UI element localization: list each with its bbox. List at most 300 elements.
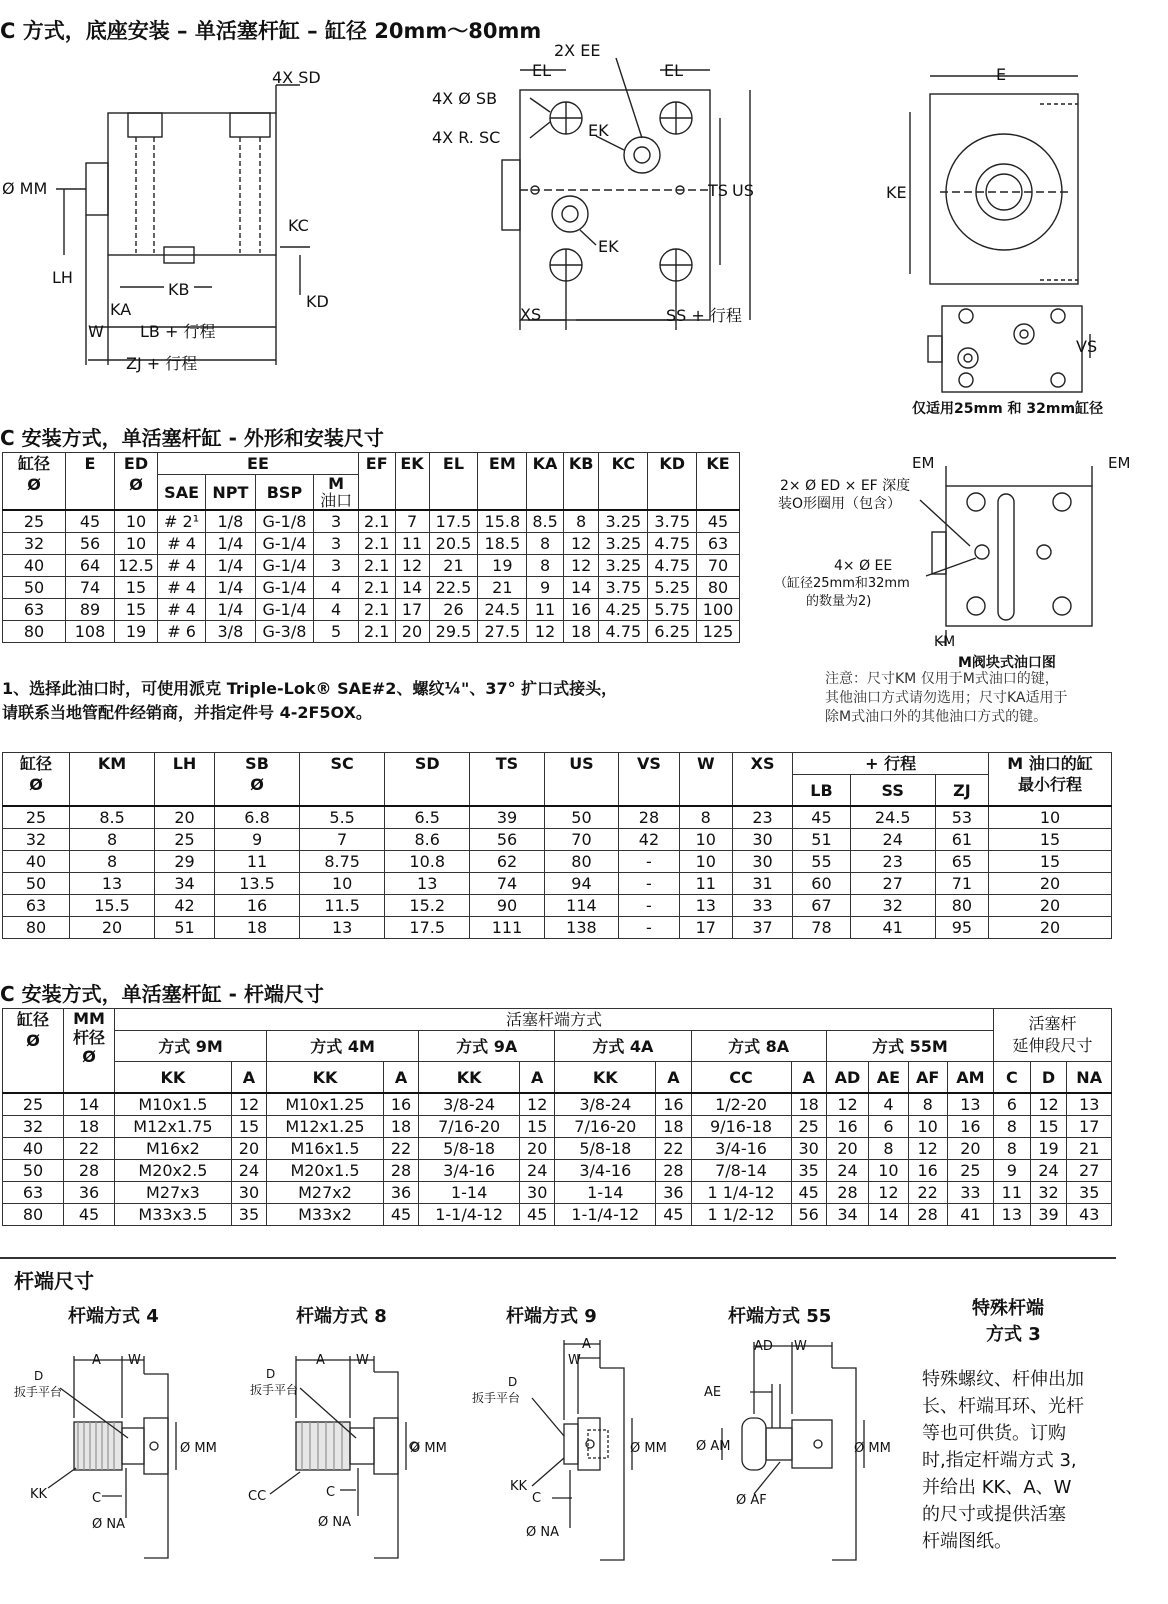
m-port-caption: M阀块式油口图	[958, 655, 1056, 671]
table3-cell: 33	[947, 1182, 993, 1204]
r4-mm: Ø MM	[180, 1441, 217, 1456]
table1-cell: 2.1	[358, 510, 395, 533]
m-port-note-2: 其他油口方式请勿选用；尺寸KA适用于	[825, 690, 1068, 706]
table1-row	[3, 599, 740, 621]
table3-cell: 8	[994, 1138, 1031, 1160]
em-left-label: EM	[912, 454, 935, 472]
table3-cell: 15	[231, 1116, 266, 1138]
r9-kk: KK	[510, 1479, 528, 1494]
table3-cell: 13	[947, 1093, 993, 1116]
kc-label: KC	[288, 216, 309, 235]
bore-note: 仅适用25mm 和 32mm缸径	[912, 401, 1104, 417]
table1-cell: 20	[395, 621, 429, 643]
special-title-1: 特殊杆端	[972, 1298, 1044, 1319]
table2-cell: 34	[155, 873, 215, 895]
table2-cell: 25	[155, 829, 215, 851]
table2-cell: 31	[732, 873, 792, 895]
table3-cell: 8	[908, 1093, 947, 1116]
table2-cell: 25	[3, 806, 70, 829]
sb-label: 4X Ø SB	[432, 89, 498, 108]
table3-cell: 16	[947, 1116, 993, 1138]
table2-cell: 9	[214, 829, 299, 851]
m-port-note-1: 注意：尺寸KM 仅用于M式油口的键，	[825, 671, 1059, 687]
table3-cell: M10x1.25	[267, 1093, 384, 1116]
table3-cell: 24	[520, 1160, 555, 1182]
table1-cell: G-1/4	[255, 555, 314, 577]
table2-cell: 80	[544, 851, 618, 873]
rod-end-table: 缸径 Ø MM 杆径 Ø 活塞杆端方式 活塞杆 延伸段尺寸 方式 9M 方式 4M 方式 9A 方式 4A 方式 8A 方式 55M KK A KK A KK A KK A CC A AD AE AF AM C D NA 25 14 M10x1.5 12 M10x1.25 16 3/8-24 12 3/8-24 16 1/2-20 18 12 4 8 13 6 12 13 32 18 M12x1.75 15 M12x1.25 18 7/16-20 15 7/16-20 18 9/16-18 25 16 6 10 16 8 15 17 40 22 M16x2 20 M16x1.5 22 5/8-18 20 5/8-18 22 3/4-16 30 20 8 12 20 8 19 21 50 28 M20x2.5 24 M20x1.5 28 3/4-16 24 3/4-16 28 7/8-14 35 24 10 16 25 9 24 27 63 36 M27x3 30 M27x2 36 1-14 30 1-14 36 1 1/4-12 45 28 12 22 33 11 32 35 80 45 M33x3.5 35 M33x2 45 1-1/4-12 45 1-1/4-12 45 1 1/2-12 56 34 14 28 41 13 39 43	[2, 1008, 1112, 1226]
table3-cell: 39	[1030, 1204, 1067, 1226]
table3-cell: 28	[908, 1204, 947, 1226]
table3-cell: 16	[826, 1116, 869, 1138]
table1-cell: 10	[115, 510, 158, 533]
table3-cell: 20	[947, 1138, 993, 1160]
table1-cell: 1/4	[206, 577, 255, 599]
table2-cell: 45	[793, 806, 850, 829]
table2-row	[3, 873, 1112, 895]
table3-cell: 9	[994, 1160, 1031, 1182]
table1-cell: # 6	[158, 621, 206, 643]
table3-subheader: A	[383, 1062, 418, 1094]
table3-cell: 56	[791, 1204, 826, 1226]
table1-cell: 17	[395, 599, 429, 621]
table3-cell: 20	[826, 1138, 869, 1160]
table2-cell: 50	[3, 873, 70, 895]
w-label: W	[88, 322, 104, 341]
table3-cell: M33x2	[267, 1204, 384, 1226]
table1-cell: 3	[314, 555, 359, 577]
table2-row	[3, 806, 1112, 829]
table2-cell: 10	[300, 873, 385, 895]
ka-label: KA	[110, 300, 132, 319]
table3-cell: 24	[231, 1160, 266, 1182]
table1-cell: 11	[395, 533, 429, 555]
table2-cell: -	[619, 851, 680, 873]
table1-cell: 8.5	[527, 510, 564, 533]
table2-cell: 15.2	[385, 895, 470, 917]
page-title: C 方式，底座安装 – 单活塞杆缸 – 缸径 20mm～80mm	[0, 19, 542, 43]
table3-subheader: KK	[115, 1062, 232, 1094]
table2-cell: 51	[155, 917, 215, 939]
r55-am: Ø AM	[696, 1439, 731, 1454]
table2-cell: 6.8	[214, 806, 299, 829]
table2-cell: 8	[70, 829, 155, 851]
table1-cell: 3.25	[599, 533, 648, 555]
table3-subheader: NA	[1067, 1062, 1112, 1094]
table1-cell: 2.1	[358, 533, 395, 555]
table3-cell: 50	[3, 1160, 64, 1182]
table3-cell: M27x3	[115, 1182, 232, 1204]
table1-cell: 6.25	[648, 621, 697, 643]
table3-subheader: AE	[869, 1062, 908, 1094]
table1-cell: 63	[697, 533, 740, 555]
table1-cell: 80	[697, 577, 740, 599]
table3-cell: 12	[231, 1093, 266, 1116]
table1-cell: 19	[478, 555, 527, 577]
table1-cell: 2.1	[358, 621, 395, 643]
table3-cell: 15	[1030, 1116, 1067, 1138]
table3-cell: 22	[383, 1138, 418, 1160]
table1-cell: 14	[563, 577, 599, 599]
r9-d: D	[508, 1375, 518, 1389]
table3-cell: M27x2	[267, 1182, 384, 1204]
r4-kk: KK	[30, 1487, 48, 1502]
table2-cell: 42	[619, 829, 680, 851]
table3-cell: 18	[64, 1116, 115, 1138]
el-left-label: EL	[532, 61, 552, 80]
table2-cell: 20	[989, 873, 1112, 895]
table1-cell: 1/4	[206, 555, 255, 577]
e-label: E	[996, 65, 1007, 84]
em-right-label: EM	[1108, 454, 1131, 472]
ss-label: SS + 行程	[666, 306, 742, 325]
table3-cell: 80	[3, 1204, 64, 1226]
ek-upper-label: EK	[588, 121, 609, 140]
r8-mm: Ø MM	[410, 1441, 447, 1456]
table1-cell: 9	[527, 577, 564, 599]
table2-cell: 78	[793, 917, 850, 939]
table2-cell: 7	[300, 829, 385, 851]
footnote-line-2: 请联系当地管配件经销商，并指定件号 4-2F5OX。	[2, 703, 372, 722]
table1-cell: 3/8	[206, 621, 255, 643]
table1-cell: 12	[563, 533, 599, 555]
table1-cell: 45	[697, 510, 740, 533]
table3-cell: 25	[791, 1116, 826, 1138]
table3-cell: 32	[3, 1116, 64, 1138]
table2-cell: -	[619, 917, 680, 939]
table2-row	[3, 851, 1112, 873]
r9-a: A	[582, 1337, 591, 1352]
table2-row	[3, 895, 1112, 917]
rod-end-9-drawing	[460, 1324, 690, 1574]
table1-cell: # 4	[158, 577, 206, 599]
table2-cell: 8.75	[300, 851, 385, 873]
table2-cell: 10.8	[385, 851, 470, 873]
rod-end-4-title: 杆端方式 4	[68, 1306, 159, 1327]
table3-cell: 30	[231, 1182, 266, 1204]
table1-cell: 1/8	[206, 510, 255, 533]
table1-cell: 12	[563, 555, 599, 577]
side-view-drawing	[0, 55, 350, 385]
table3-cell: 12	[826, 1093, 869, 1116]
table2-cell: 30	[732, 829, 792, 851]
table1-row	[3, 555, 740, 577]
table2-cell: 13	[300, 917, 385, 939]
table3-cell: 35	[1067, 1182, 1112, 1204]
table3-cell: 1-14	[555, 1182, 656, 1204]
table1-cell: # 4	[158, 533, 206, 555]
table2-cell: 32	[3, 829, 70, 851]
table2-cell: 20	[70, 917, 155, 939]
table1-cell: 64	[66, 555, 115, 577]
table2-cell: 39	[470, 806, 544, 829]
table3-subheader: D	[1030, 1062, 1067, 1094]
table1-row	[3, 533, 740, 555]
table1-cell: G-3/8	[255, 621, 314, 643]
table2-cell: 51	[793, 829, 850, 851]
table3-cell: 15	[520, 1116, 555, 1138]
table3-cell: M16x1.5	[267, 1138, 384, 1160]
table3-cell: 3/4-16	[691, 1138, 791, 1160]
r9-mm: Ø MM	[630, 1441, 667, 1456]
rod-end-8-drawing	[230, 1338, 460, 1568]
table1-row	[3, 621, 740, 643]
table1-cell: 2.1	[358, 577, 395, 599]
ee-label-m-3: 的数量为2)	[806, 594, 872, 609]
table3-subheader: C	[994, 1062, 1031, 1094]
table3-cell: 3/4-16	[419, 1160, 520, 1182]
table1-cell: 3.25	[599, 555, 648, 577]
table2-cell: 20	[989, 895, 1112, 917]
table2-cell: 11.5	[300, 895, 385, 917]
table1-cell: 3.75	[648, 510, 697, 533]
table2-cell: 80	[3, 917, 70, 939]
table2-cell: 111	[470, 917, 544, 939]
table3-cell: 6	[994, 1093, 1031, 1116]
table3-cell: 3/4-16	[555, 1160, 656, 1182]
table3-subheader: A	[791, 1062, 826, 1094]
table3-subheader: KK	[267, 1062, 384, 1094]
table1-cell: 12	[395, 555, 429, 577]
table1-cell: 18	[563, 621, 599, 643]
table3-subheader: A	[520, 1062, 555, 1094]
table1-cell: 2.1	[358, 599, 395, 621]
table3-cell: M20x1.5	[267, 1160, 384, 1182]
r55-ae: AE	[704, 1385, 722, 1400]
table2-cell: 23	[732, 806, 792, 829]
table1-cell: 4.25	[599, 599, 648, 621]
front-view-drawing	[880, 60, 1150, 310]
special-rod-end-text: 特殊螺纹、杆伸出加 长、杆端耳环、光杆 等也可供货。订购 时,指定杆端方式 3, 并给出 KK、A、W 的尺寸或提供活塞 杆端图纸。	[922, 1369, 1084, 1552]
table1-cell: 4.75	[599, 621, 648, 643]
table1-cell: 20.5	[429, 533, 478, 555]
zj-label: ZJ + 行程	[126, 354, 198, 373]
table3-row	[3, 1160, 1112, 1182]
table1-cell: G-1/4	[255, 599, 314, 621]
r4-d: D	[34, 1369, 44, 1383]
table3-cell: 9/16-18	[691, 1116, 791, 1138]
ee-label-m-2: （缸径25mm和32mm	[774, 576, 910, 591]
table3-cell: 24	[826, 1160, 869, 1182]
sc-label: 4X R. SC	[432, 128, 501, 147]
m-port-drawing	[770, 450, 1160, 660]
table3-cell: 7/16-20	[555, 1116, 656, 1138]
km-label: KM	[934, 634, 956, 650]
table2-cell: 60	[793, 873, 850, 895]
r9-wrench: 扳手平台	[472, 1391, 521, 1405]
table1-cell: 74	[66, 577, 115, 599]
rod-end-title: 杆端尺寸	[14, 1269, 94, 1293]
table2-cell: 11	[679, 873, 732, 895]
kb-label: KB	[168, 280, 190, 299]
table3-cell: 1-1/4-12	[555, 1204, 656, 1226]
table1-cell: 7	[395, 510, 429, 533]
table2-cell: 17	[679, 917, 732, 939]
table1-cell: 5.25	[648, 577, 697, 599]
table2-cell: -	[619, 895, 680, 917]
table2-cell: 80	[935, 895, 988, 917]
table1-cell: 3	[314, 510, 359, 533]
table3-subheader: A	[656, 1062, 691, 1094]
table1-cell: 21	[429, 555, 478, 577]
table3-cell: 8	[869, 1138, 908, 1160]
table2-cell: 37	[732, 917, 792, 939]
table3-cell: 27	[1067, 1160, 1112, 1182]
table3-cell: 14	[869, 1204, 908, 1226]
table3-cell: 35	[791, 1160, 826, 1182]
table2-cell: 11	[214, 851, 299, 873]
table3-cell: 25	[3, 1093, 64, 1116]
table3-cell: 30	[520, 1182, 555, 1204]
table2-cell: 10	[679, 851, 732, 873]
table3-cell: 11	[994, 1182, 1031, 1204]
table2-cell: 55	[793, 851, 850, 873]
table2-cell: 13	[385, 873, 470, 895]
table1-cell: G-1/4	[255, 577, 314, 599]
table3-cell: 3/8-24	[419, 1093, 520, 1116]
r9-c: C	[532, 1491, 542, 1506]
table1-cell: 8	[563, 510, 599, 533]
dimension-table-2: 缸径 Ø KM LH SB Ø SC SD TS US VS W XS + 行程 M 油口的缸 最小行程 LB SS ZJ 25 8.5 20 6.8 5.5 6.5 39 50 28 8 23 45 24.5 53 10 32 8 25 9 7 8.6 56 70 42 10 30 51 24 61 15 40 8 29 11 8.75 10.8 62 80 - 10 30 55 23 65 15 50 13 34 13.5 10 13 74 94 - 11 31 60 27 71 20 63 15.5 42 16 11.5 15.2 90 114 - 13 33 67 32 80 20 80 20 51 18 13 17.5 111 138 - 17 37 78 41 95 20	[2, 752, 1112, 939]
table3-cell: 25	[947, 1160, 993, 1182]
table3-cell: 7/8-14	[691, 1160, 791, 1182]
table2-cell: 13	[679, 895, 732, 917]
table2-cell: 62	[470, 851, 544, 873]
table2-row	[3, 917, 1112, 939]
table3-cell: 41	[947, 1204, 993, 1226]
table1-cell: 12	[527, 621, 564, 643]
r4-a: A	[92, 1353, 101, 1368]
table3-cell: M20x2.5	[115, 1160, 232, 1182]
table1-cell: 24.5	[478, 599, 527, 621]
ek-lower-label: EK	[598, 237, 619, 256]
table2-cell: 13	[70, 873, 155, 895]
sd-label: 4X SD	[272, 68, 321, 87]
table3-cell: 20	[231, 1138, 266, 1160]
footnote-line-1: 1、选择此油口时，可使用派克 Triple-Lok® SAE#2、螺纹¼"、37° 扩口式接头，	[2, 679, 618, 698]
m-port-note-3: 除M式油口外的其他油口方式的键。	[825, 709, 1048, 725]
rod-end-4-drawing	[0, 1338, 230, 1568]
table2-cell: 24	[850, 829, 935, 851]
end-view-drawing	[420, 40, 780, 340]
table2-cell: -	[619, 873, 680, 895]
table3-row	[3, 1116, 1112, 1138]
table2-cell: 53	[935, 806, 988, 829]
table1-cell: 3	[314, 533, 359, 555]
table2-cell: 41	[850, 917, 935, 939]
table1-cell: 40	[3, 555, 66, 577]
table1-cell: 22.5	[429, 577, 478, 599]
el-right-label: EL	[664, 61, 684, 80]
table2-cell: 8	[679, 806, 732, 829]
table2-cell: 61	[935, 829, 988, 851]
table3-cell: 16	[656, 1093, 691, 1116]
table1-cell: 14	[395, 577, 429, 599]
table1-cell: 108	[66, 621, 115, 643]
table2-cell: 15.5	[70, 895, 155, 917]
table1-cell: 19	[115, 621, 158, 643]
table3-row	[3, 1182, 1112, 1204]
table3-cell: 16	[908, 1160, 947, 1182]
table3-cell: 28	[383, 1160, 418, 1182]
table1-cell: 3.25	[599, 510, 648, 533]
table2-cell: 23	[850, 851, 935, 873]
table1-row	[3, 577, 740, 599]
table3-title: C 安装方式，单活塞杆缸 - 杆端尺寸	[0, 982, 324, 1006]
r8-na: Ø NA	[318, 1515, 351, 1530]
table3-subheader: AD	[826, 1062, 869, 1094]
table3-cell: 24	[1030, 1160, 1067, 1182]
r55-w: W	[794, 1339, 807, 1354]
table3-subheader: A	[231, 1062, 266, 1094]
table1-cell: 3.75	[599, 577, 648, 599]
table3-cell: 5/8-18	[419, 1138, 520, 1160]
r55-ad: AD	[754, 1339, 773, 1354]
table2-cell: 24.5	[850, 806, 935, 829]
table1-cell: 27.5	[478, 621, 527, 643]
table1-cell: 80	[3, 621, 66, 643]
table3-cell: 4	[869, 1093, 908, 1116]
table2-cell: 17.5	[385, 917, 470, 939]
table1-cell: 63	[3, 599, 66, 621]
table3-cell: 45	[64, 1204, 115, 1226]
table3-cell: 5/8-18	[555, 1138, 656, 1160]
table3-cell: 45	[791, 1182, 826, 1204]
table3-cell: 12	[520, 1093, 555, 1116]
lb-label: LB + 行程	[140, 322, 216, 341]
table2-cell: 6.5	[385, 806, 470, 829]
r4-na: Ø NA	[92, 1517, 125, 1532]
table1-cell: 50	[3, 577, 66, 599]
table2-cell: 27	[850, 873, 935, 895]
table2-cell: 13.5	[214, 873, 299, 895]
table3-cell: 6	[869, 1116, 908, 1138]
table2-cell: 10	[679, 829, 732, 851]
table2-cell: 94	[544, 873, 618, 895]
table3-cell: M10x1.5	[115, 1093, 232, 1116]
table3-cell: 18	[791, 1093, 826, 1116]
table3-cell: 22	[908, 1182, 947, 1204]
table2-cell: 71	[935, 873, 988, 895]
table3-cell: 30	[791, 1138, 826, 1160]
table3-cell: 22	[64, 1138, 115, 1160]
r55-af: Ø AF	[736, 1493, 767, 1508]
rod-end-8-title: 杆端方式 8	[296, 1306, 387, 1327]
table3-subheader: AF	[908, 1062, 947, 1094]
rod-end-55-title: 杆端方式 55	[728, 1306, 832, 1327]
table3-cell: 1-14	[419, 1182, 520, 1204]
table2-cell: 95	[935, 917, 988, 939]
table3-cell: 28	[826, 1182, 869, 1204]
table3-cell: 7/16-20	[419, 1116, 520, 1138]
table3-row	[3, 1138, 1112, 1160]
table2-cell: 65	[935, 851, 988, 873]
r4-c: C	[92, 1491, 102, 1506]
ts-label: TS	[708, 181, 728, 200]
table2-cell: 67	[793, 895, 850, 917]
ed-label: 2× Ø ED × EF 深度	[780, 478, 911, 494]
table3-cell: 10	[908, 1116, 947, 1138]
dimension-table-1: 缸径 Ø E ED Ø EE EF EK EL EM KA KB KC KD KE SAE NPT BSP M 油口 25 45 10 # 2¹ 1/8 G-1/8 3 2.1 7 17.5 15.8 8.5 8 3.25 3.75 45 32 56 10 # 4 1/4 G-1/4 3 2.1 11 20.5 18.5 8 12 3.25 4.75 63 40 64 12.5 # 4 1/4 G-1/4 3 2.1 12 21 19 8 12 3.25 4.75 70 50 74 15 # 4 1/4 G-1/4 4 2.1 14 22.5 21 9 14 3.75 5.25 80 63 89 15 # 4 1/4 G-1/4 4 2.1 17 26 24.5 11 16 4.25 5.75 100 80 108 19 # 6 3/8 G-3/8 5 2.1 20 29.5 27.5 12 18 4.75 6.25 125	[2, 452, 740, 643]
table3-cell: M12x1.25	[267, 1116, 384, 1138]
table3-cell: 12	[869, 1182, 908, 1204]
xs-label: XS	[520, 305, 542, 324]
table3-cell: 43	[1067, 1204, 1112, 1226]
table3-subheader: KK	[419, 1062, 520, 1094]
table1-cell: 8	[527, 533, 564, 555]
r8-a: A	[316, 1353, 325, 1368]
rod-end-9-title: 杆端方式 9	[506, 1306, 597, 1327]
